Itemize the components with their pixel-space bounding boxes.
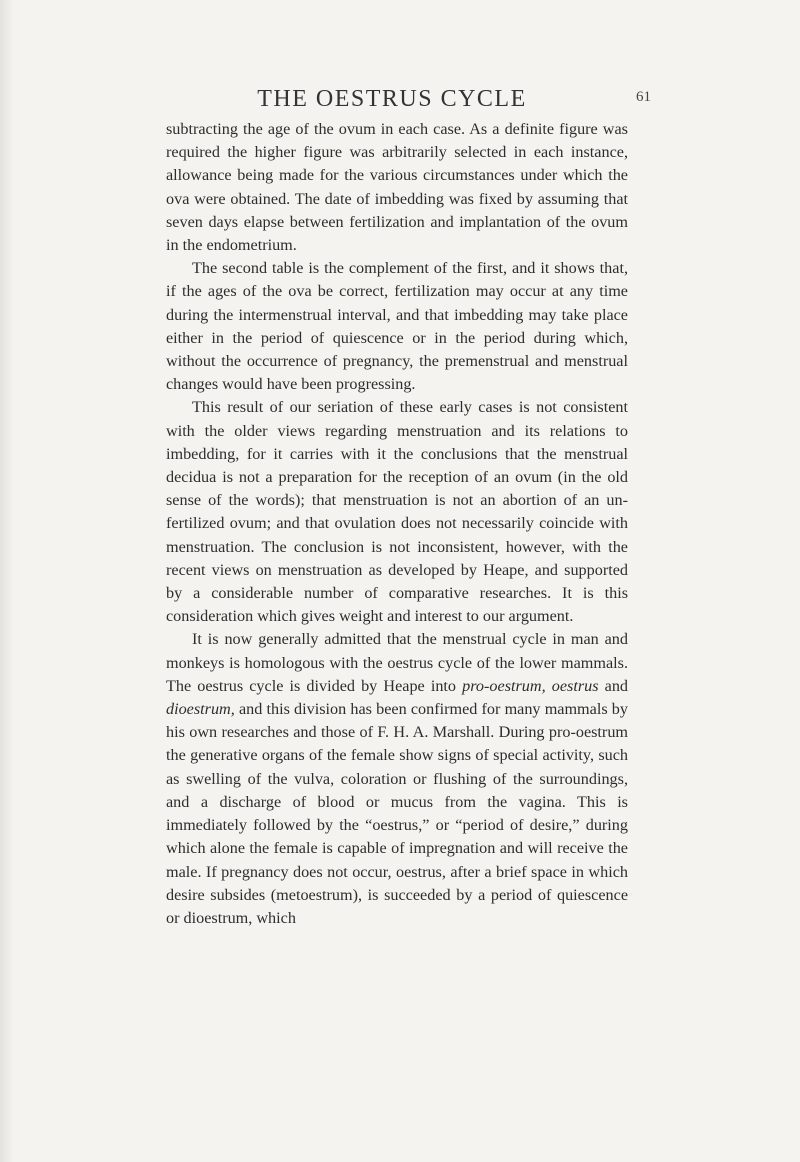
paragraph-4 — [166, 628, 628, 930]
running-title: THE OESTRUS CYCLE — [257, 86, 527, 112]
term-pro-oestrum: pro-oestrum, — [462, 676, 546, 695]
term-oestrus: oestrus — [551, 676, 599, 695]
page-number: 61 — [636, 89, 651, 105]
paragraph-1: subtracting the age of the ovum in each case. As a definite figure was required the higher figure was arbitrarily selected in each instance, allowance being made for the various circumstances under which the ova were obtained. The date of imbedding was fixed by assuming that seven days elapse between fertilization and implantation of the ovum in the endometrium. — [166, 120, 628, 255]
paragraph-4-text-a: It is now generally admitted that the menstrual cycle in man and monkeys is homologous with the oestrus cycle of the lower mammals. The oestrus cycle is divided by Heape into — [166, 630, 628, 695]
paragraph-4-text-c: and — [598, 676, 629, 695]
page-left-edge — [0, 0, 14, 1162]
body-text — [166, 118, 628, 930]
term-dioestrum: dioestrum, — [166, 700, 235, 719]
page-header — [0, 86, 800, 116]
paragraph-2: The second table is the complement of the first, and it shows that, if the ages of the ova be correct, fertilization may occur at any time during the intermenstrual interval, and that imbedding may take place either in the period of quiescence or in the period during which, without the occurrence of pregnancy, the premenstrual and menstrual changes would have been progressing. — [166, 259, 628, 394]
paragraph-3: This result of our seriation of these early cases is not consistent with the older views regarding menstruation and its relations to imbedding, for it carries with it the conclusions that the menstrual decidua is not a preparation for the reception of an ovum (in the old sense of the words); that menstruation is not an abortion of an un-fertilized ovum; and that ovulation does not necessarily coincide with menstruation. The conclusion is not inconsistent, however, with the recent views on menstruation as developed by Heape, and supported by a considerable number of comparative researches. It is this consideration which gives weight and interest to our argument. — [166, 398, 628, 626]
paragraph-4-text-d: and this division has been confirmed for many mammals by his own researches and those of F. H. A. Marshall. During pro-oestrum the generative organs of the female show signs of special activity, such as swelling of the vulva, coloration or flushing of the surroundings, and a discharge of blood or mucus from the vagina. This is immediately followed by the “oestrus,” or “period of desire,” during which alone the female is capable of impregnation and will receive the male. If pregnancy does not occur, oestrus, after a brief space in which desire subsides (metoestrum), is succeeded by a period of quiescence or dioestrum, which — [166, 700, 628, 927]
